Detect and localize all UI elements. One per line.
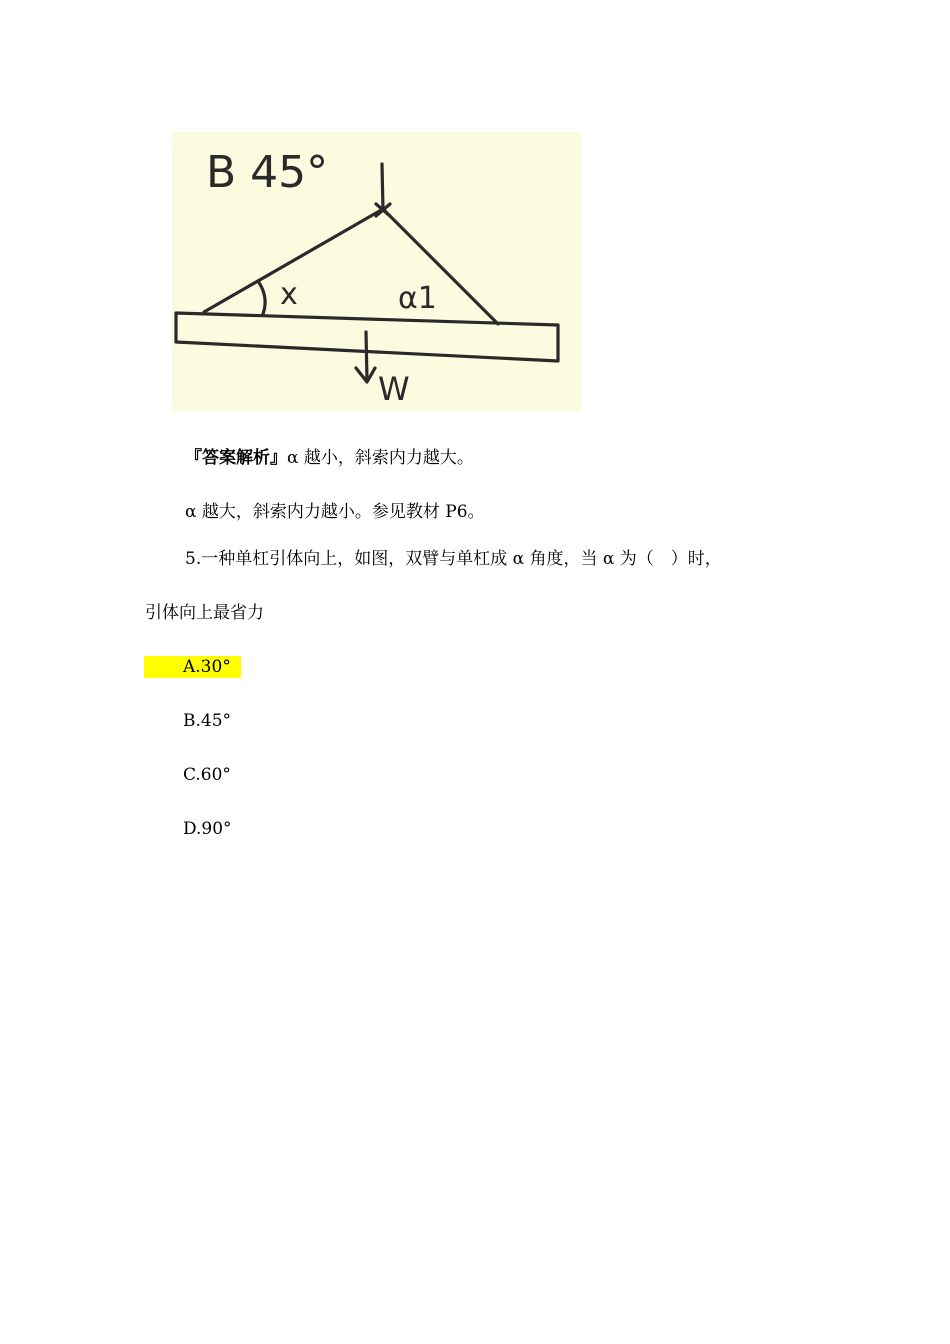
analysis-line-2: α 越大，斜索内力越小。参见教材 P6。 [185,502,485,522]
option-b: B.45° [183,711,232,731]
weight-arrow-shaft [366,332,367,380]
option-d: D.90° [183,819,232,839]
label-left-angle: x [280,277,298,312]
option-a: A.30° [144,656,241,678]
question-line-2: 引体向上最省力 [145,603,264,623]
question-line-1: 5.一种单杠引体向上，如图，双臂与单杠成 α 角度，当 α 为（ ）时， [185,549,722,569]
option-c: C.60° [183,765,231,785]
hand-drawn-force-diagram [172,132,581,411]
analysis-heading: 『答案解析』 [185,448,287,468]
label-weight: W [378,370,410,408]
hanger-line [382,164,383,210]
analysis-text-1: α 越小，斜索内力越大。 [287,448,474,468]
analysis-line-1 [185,447,474,469]
label-right-angle: α1 [398,281,437,316]
label-top: B 45° [206,147,329,198]
diagram-svg [172,132,581,411]
